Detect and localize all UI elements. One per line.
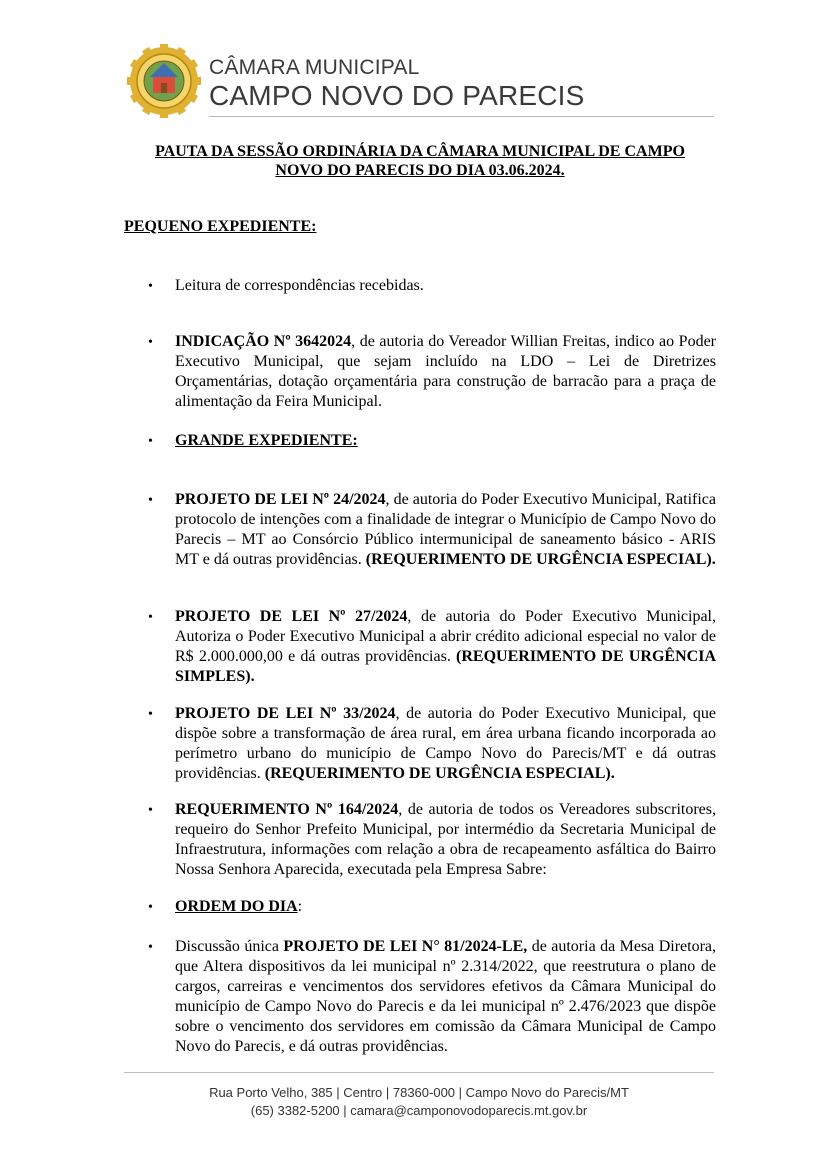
heading-colon: : — [297, 898, 303, 915]
item-text: de autoria da Mesa Diretora, que Altera dispositivos da lei municipal nº 2.314/2022, que reestrutura o plano de cargos, carreiras e vencimentos dos servidores efetivos da Câmara Municipal do município de Campo Novo do Parecis e da lei municipal nº 2.476/2023 que dispõe sobre o vencimento dos servidores em comissão da Câmara Municipal de Campo Novo do Parecis, e dá outras providências. — [175, 938, 717, 1055]
bullet — [148, 332, 175, 353]
list-item-pl-24-2024 — [148, 490, 716, 570]
footer-contact: (65) 3382-5200 | camara@camponovodoparecis.mt.gov.br — [250, 1103, 588, 1118]
item-note: (REQUERIMENTO DE URGÊNCIA ESPECIAL). — [264, 765, 615, 782]
list-item-ordem-do-dia — [148, 897, 716, 917]
municipal-seal-icon — [127, 44, 201, 118]
bullet — [148, 276, 175, 297]
bullet — [148, 937, 175, 958]
list-item-pl-33-2024 — [148, 704, 716, 784]
item-text: , de autoria do Poder Executivo Municipal, que dispõe sobre a transformação de área rural, em área urbana ficando incorporada ao perímetro urbano do município de Campo Novo do Parecis/MT e dá outras providências. — [175, 705, 716, 782]
item-text: Leitura de correspondências recebidas. — [175, 277, 424, 294]
org-name-line2: CAMPO NOVO DO PARECIS — [209, 80, 585, 111]
item-prefix: Discussão única — [175, 938, 284, 955]
bullet — [148, 607, 175, 628]
item-title: REQUERIMENTO Nº 164/2024 — [175, 801, 399, 818]
footer-divider — [124, 1072, 714, 1073]
bullet — [148, 704, 175, 725]
footer-address: Rua Porto Velho, 385 | Centro | 78360-000 | Campo Novo do Parecis/MT — [209, 1085, 629, 1100]
organization-name — [209, 56, 585, 112]
item-title: INDICAÇÃO Nº 3642024 — [175, 333, 352, 350]
title-line2: NOVO DO PARECIS DO DIA 03.06.2024. — [275, 162, 565, 179]
document-title — [124, 142, 716, 180]
item-text: , de autoria do Poder Executivo Municipal, Autoriza o Poder Executivo Municipal a abrir crédito adicional especial no valor de R$ 2.000.000,00 e dá outras providências. — [175, 608, 716, 665]
list-item-grande-expediente — [148, 431, 716, 451]
header-divider — [209, 116, 714, 117]
item-note: (REQUERIMENTO DE URGÊNCIA SIMPLES). — [175, 648, 716, 685]
section-heading-pequeno-expediente: PEQUENO EXPEDIENTE: — [124, 218, 317, 235]
letterhead — [127, 44, 717, 120]
bullet — [148, 490, 175, 511]
item-text: , de autoria do Poder Executivo Municipal, Ratifica protocolo de intenções com a finalidade de integrar o Município de Campo Novo do Parecis – MT ao Consórcio Público intermunicipal de saneamento básico - ARIS MT e dá outras providências. — [175, 491, 716, 568]
item-title: PROJETO DE LEI Nº 24/2024 — [175, 491, 386, 508]
list-item-indicacao — [148, 332, 716, 412]
item-title: PROJETO DE LEI N° 81/2024-LE, — [283, 938, 528, 955]
footer — [124, 1084, 714, 1120]
list-item-leitura — [148, 276, 716, 296]
item-text: , de autoria do Vereador Willian Freitas, indico ao Poder Executivo Municipal, que sejam incluído na LDO – Lei de Diretrizes Orçamentárias, dotação orçamentária para construção de barracão para a praça de alimentação da Feira Municipal. — [175, 333, 717, 410]
org-name-line1: CÂMARA MUNICIPAL — [209, 56, 420, 79]
section-heading-ordem-do-dia: ORDEM DO DIA — [175, 898, 298, 915]
section-heading-grande-expediente: GRANDE EXPEDIENTE: — [175, 432, 358, 449]
list-item-pl-81-2024-le — [148, 937, 716, 1057]
title-line1: PAUTA DA SESSÃO ORDINÁRIA DA CÂMARA MUNICIPAL DE CAMPO — [155, 143, 685, 160]
bullet — [148, 897, 175, 918]
bullet — [148, 800, 175, 821]
list-item-pl-27-2024 — [148, 607, 716, 687]
item-note: (REQUERIMENTO DE URGÊNCIA ESPECIAL). — [365, 551, 716, 568]
item-title: PROJETO DE LEI Nº 33/2024 — [175, 705, 396, 722]
item-title: PROJETO DE LEI Nº 27/2024 — [175, 608, 408, 625]
item-text: , de autoria de todos os Vereadores subscritores, requeiro do Senhor Prefeito Municipal, por intermédio da Secretaria Municipal de Infraestrutura, informações com relação a obra de recapeamento asfáltica do Bairro Nossa Senhora Aparecida, executada pela Empresa Sabre: — [175, 801, 716, 878]
bullet — [148, 431, 175, 452]
list-item-requerimento-164-2024 — [148, 800, 716, 880]
